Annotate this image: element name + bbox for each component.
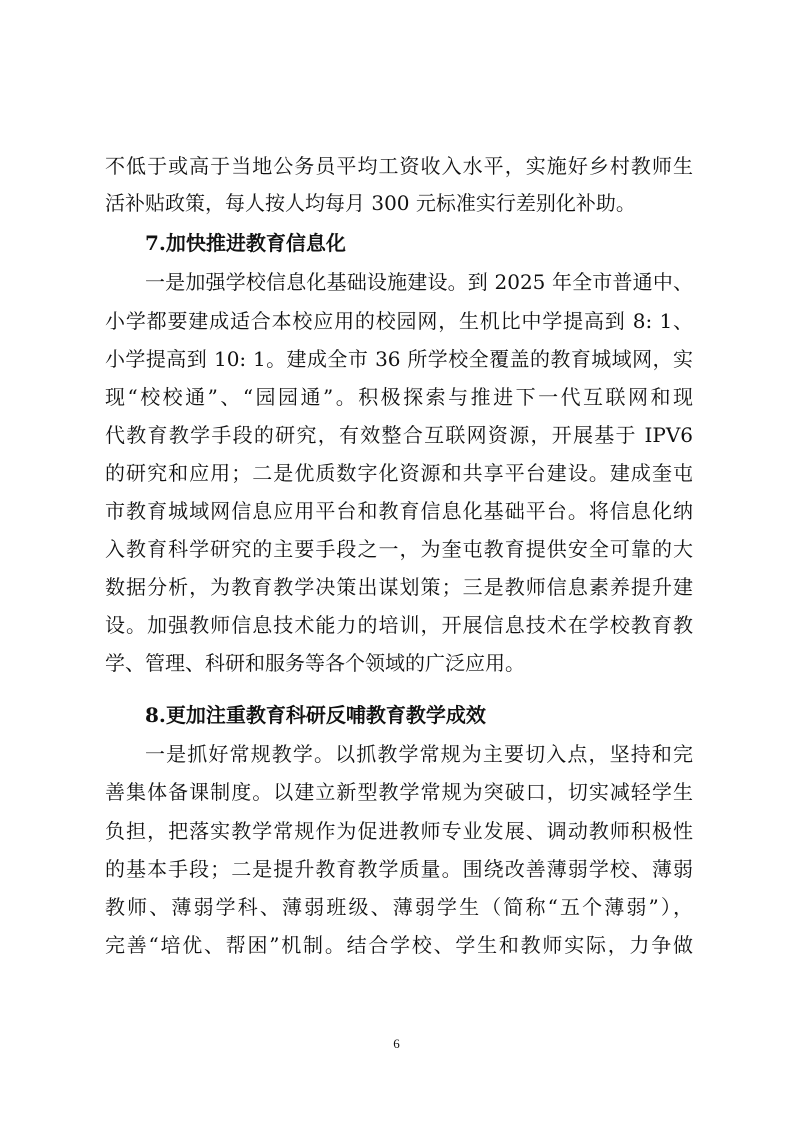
paragraph-line: 善集体备课制度。以建立新型教学常规为突破口，切实减轻学生 <box>105 780 693 804</box>
paragraph-line: 一是加强学校信息化基础设施建设。到 2025 年全市普通中、 <box>145 270 693 294</box>
paragraph-line: 市教育城域网信息应用平台和教育信息化基础平台。将信息化纳 <box>105 499 693 523</box>
section-heading-7: 7.加快推进教育信息化 <box>145 231 346 255</box>
paragraph-line: 负担，把落实教学常规作为促进教师专业发展、调动教师积极性 <box>105 819 693 843</box>
paragraph-line: 现“校校通”、“园园通”。积极探索与推进下一代互联网和现 <box>105 385 693 409</box>
paragraph-line: 小学提高到 10: 1。建成全市 36 所学校全覆盖的教育城域网，实 <box>105 347 693 371</box>
paragraph-line: 设。加强教师信息技术能力的培训，开展信息技术在学校教育教 <box>105 613 693 637</box>
paragraph-line: 小学都要建成适合本校应用的校园网，生机比中学提高到 8: 1、 <box>105 309 693 333</box>
paragraph-line: 一是抓好常规教学。以抓教学常规为主要切入点，坚持和完 <box>145 742 693 766</box>
paragraph-line: 的基本手段；二是提升教育教学质量。围绕改善薄弱学校、薄弱 <box>105 857 693 881</box>
paragraph-line: 活补贴政策，每人按人均每月 300 元标准实行差别化补助。 <box>105 191 636 215</box>
paragraph-line: 不低于或高于当地公务员平均工资收入水平，实施好乡村教师生 <box>105 154 693 178</box>
paragraph-line: 学、管理、科研和服务等各个领域的广泛应用。 <box>105 651 525 675</box>
section-heading-8: 8.更加注重教育科研反哺教育教学成效 <box>145 703 486 727</box>
paragraph-line: 代教育教学手段的研究，有效整合互联网资源，开展基于 IPV6 <box>105 423 693 447</box>
page-number: 6 <box>393 1036 400 1051</box>
paragraph-line: 数据分析，为教育教学决策出谋划策；三是教师信息素养提升建 <box>105 575 693 599</box>
paragraph-line: 入教育科学研究的主要手段之一，为奎屯教育提供安全可靠的大 <box>105 537 693 561</box>
paragraph-line: 的研究和应用；二是优质数字化资源和共享平台建设。建成奎屯 <box>105 461 693 485</box>
paragraph-line: 教师、薄弱学科、薄弱班级、薄弱学生（简称“五个薄弱”）， <box>105 895 693 919</box>
paragraph-line: 完善“培优、帮困”机制。结合学校、学生和教师实际，力争做 <box>105 933 693 957</box>
